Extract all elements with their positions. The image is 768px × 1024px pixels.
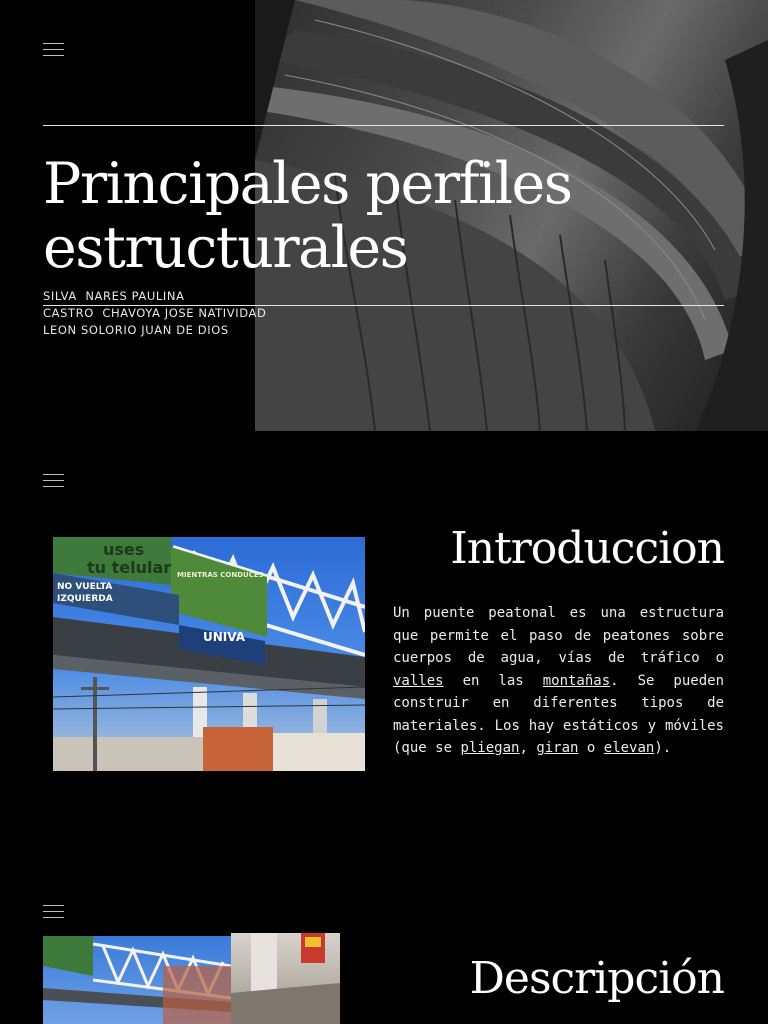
- banner-text: UNIVA: [203, 630, 246, 644]
- banner-text: uses: [103, 540, 145, 559]
- presentation-title: [43, 152, 683, 280]
- banner-text: NO VUELTA: [57, 582, 113, 592]
- banner-text: tu telular: [87, 558, 172, 577]
- title-slide: [0, 0, 768, 431]
- link-montanas[interactable]: montañas: [542, 672, 611, 689]
- pedestrian-bridge-photo: [53, 537, 365, 771]
- description-slide: [0, 861, 768, 1024]
- section-title: Descripción: [469, 953, 724, 1004]
- hamburger-menu-icon[interactable]: [43, 474, 64, 490]
- column-base-photo: [231, 933, 340, 1024]
- link-valles[interactable]: valles: [393, 672, 444, 689]
- hamburger-menu-icon[interactable]: [43, 905, 64, 921]
- section-title: Introduccion: [450, 523, 724, 574]
- link-giran[interactable]: giran: [536, 740, 579, 756]
- author-name: CASTRO CHAVOYA JOSE NATIVIDAD: [43, 306, 267, 320]
- author-name: SILVA NARES PAULINA: [43, 289, 185, 303]
- title-line-1: Principales perfiles: [43, 151, 572, 217]
- link-pliegan[interactable]: pliegan: [460, 740, 520, 756]
- divider-top: [43, 125, 724, 126]
- author-list: [43, 288, 266, 339]
- banner-text: IZQUIERDA: [57, 594, 113, 604]
- title-line-2: estructurales: [43, 215, 408, 281]
- banner-text: MIENTRAS CONDUCES: [177, 571, 264, 579]
- intro-paragraph: Un puente peatonal es una estructura que permite el paso de peatones sobre cuerpos de agua, vías de tráfico o valles en las montañas. Se pueden construir en diferentes tipos de materiales. Los hay estáticos y móviles (que se pliegan, giran o elevan).: [393, 605, 725, 756]
- hamburger-menu-icon[interactable]: [43, 43, 64, 59]
- author-name: LEON SOLORIO JUAN DE DIOS: [43, 323, 229, 337]
- bridge-photo-detail: [43, 936, 231, 1024]
- link-elevan[interactable]: elevan: [603, 740, 655, 756]
- introduction-slide: [0, 431, 768, 861]
